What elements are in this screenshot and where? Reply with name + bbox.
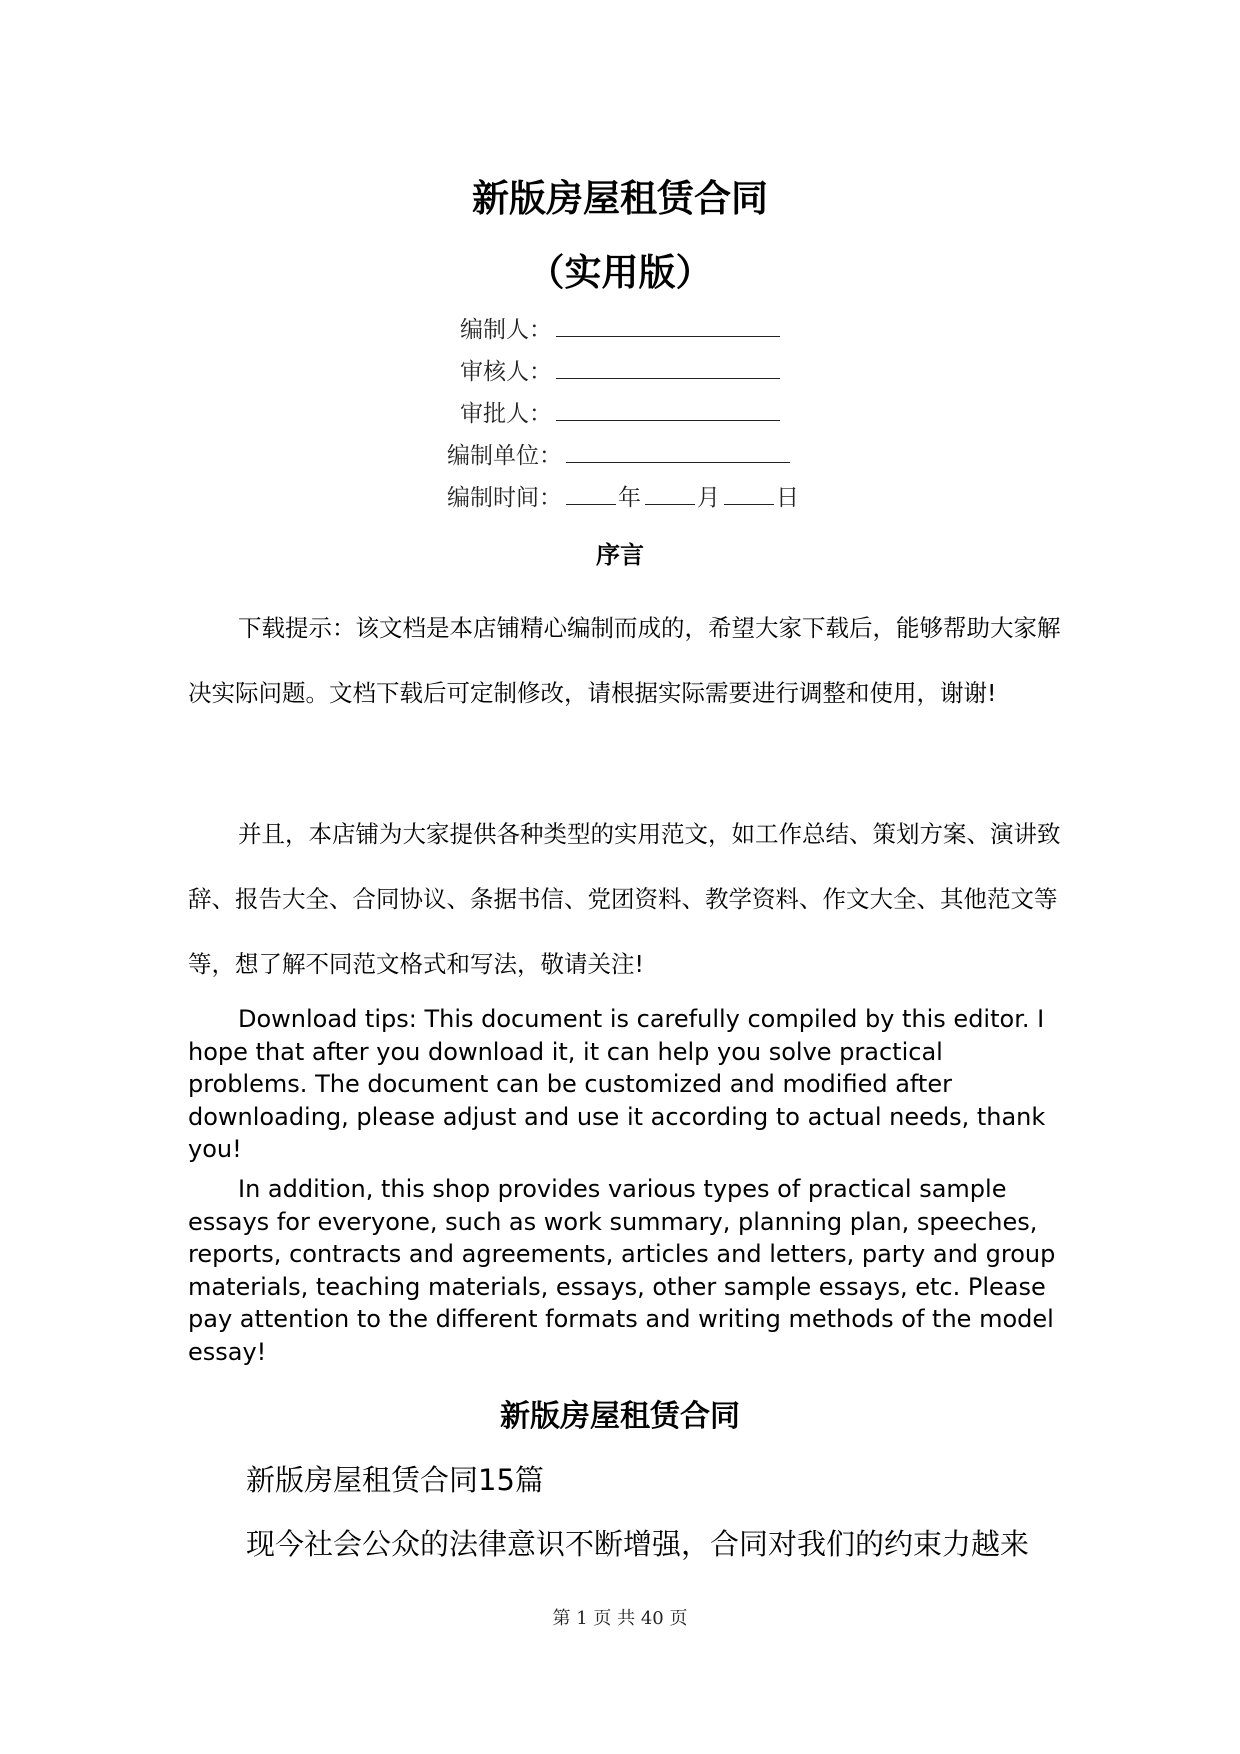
- approver-label: 审批人：: [460, 401, 552, 427]
- day-blank: [724, 482, 774, 505]
- time-field: [447, 482, 799, 514]
- reviewer-blank: [556, 356, 780, 379]
- preface-heading: 序言: [596, 541, 644, 569]
- reviewer-field: [460, 356, 780, 388]
- preface-en-paragraph: Download tips: This document is carefully compiled by this editor. I hope that after you download it, it can help you solve practical problems. The document can be customized and modified after downloading, please adjust and use it according to actual needs, thank you!: [188, 1005, 1046, 1164]
- approver-blank: [556, 398, 780, 421]
- document-subtitle: （实用版）: [527, 250, 713, 294]
- content-subheading: 新版房屋租赁合同15篇: [246, 1463, 544, 1497]
- unit-blank: [566, 440, 790, 463]
- year-label: 年: [618, 485, 641, 511]
- reviewer-label: 审核人：: [460, 359, 552, 385]
- editor-field: [460, 314, 780, 346]
- content-first-line: 现今社会公众的法律意识不断增强，合同对我们的约束力越来: [246, 1527, 1030, 1561]
- editor-label: 编制人：: [460, 317, 552, 343]
- preface-cn-paragraph: 下载提示：该文档是本店铺精心编制而成的，希望大家下载后，能够帮助大家解决实际问题。文档下载后可定制修改，请根据实际需要进行调整和使用，谢谢!: [188, 614, 1061, 707]
- preface-cn-paragraph: 并且，本店铺为大家提供各种类型的实用范文，如工作总结、策划方案、演讲致辞、报告大全、合同协议、条据书信、党团资料、教学资料、作文大全、其他范文等等，想了解不同范文格式和写法，敬请关注!: [188, 820, 1061, 978]
- time-label: 编制时间：: [447, 485, 562, 511]
- month-blank: [645, 482, 695, 505]
- approver-field: [460, 398, 780, 430]
- document-title: 新版房屋租赁合同: [472, 176, 768, 220]
- unit-field: [447, 440, 790, 472]
- year-blank: [566, 482, 616, 505]
- page-number-footer: 第 1 页 共 40 页: [552, 1608, 688, 1629]
- unit-label: 编制单位：: [447, 443, 562, 469]
- preface-en-paragraph: In addition, this shop provides various types of practical sample essays for everyone, such as work summary, planning plan, speeches, reports, contracts and agreements, articles and letters, party and group materials, teaching materials, essays, other sample essays, etc. Please pay attention to the different formats and writing methods of the model essay!: [188, 1175, 1056, 1366]
- content-heading: 新版房屋租赁合同: [500, 1399, 740, 1434]
- day-label: 日: [776, 485, 799, 511]
- editor-blank: [556, 314, 780, 337]
- month-label: 月: [697, 485, 720, 511]
